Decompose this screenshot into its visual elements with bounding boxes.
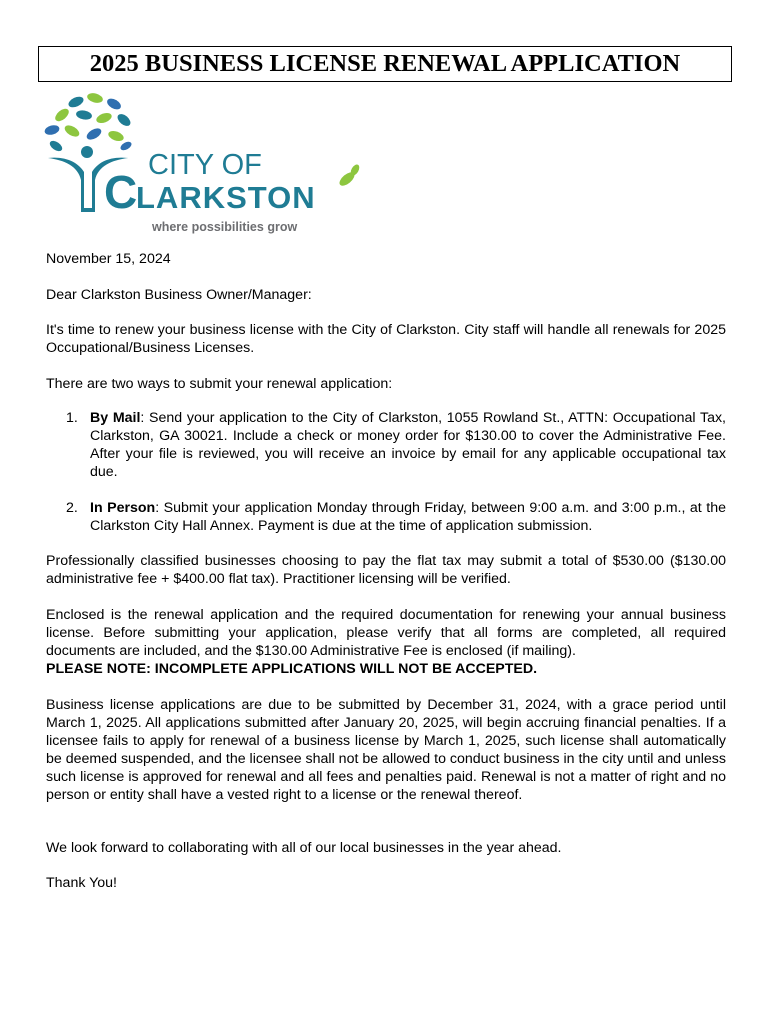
intro-paragraph: It's time to renew your business license with the City of Clarkston. City staff will handle all renewals for 2025 Occupational/Business Licenses. [46, 322, 726, 356]
due-dates-paragraph: Business license applications are due to be submitted by December 31, 2024, with a grace period until March 1, 2025. All applications submitted after January 20, 2025, will begin accruing financial penalties. If a licensee fails to apply for renewal of a business license by March 1, 2025, such license shall automatically be deemed suspended, and the licensee shall not be allowed to conduct business in the city until and unless such license is approved for renewal and all fees and penalties paid. Renewal is not a matter of right and no person or entity shall have a vested right to a license or the renewal thereof. [46, 697, 726, 803]
method-label: In Person [90, 500, 156, 516]
city-of-clarkston-logo [40, 88, 370, 238]
list-number: 1. [66, 410, 78, 426]
closing-paragraph: We look forward to collaborating with all of our local businesses in the year ahead. [46, 840, 562, 856]
submission-ways-intro: There are two ways to submit your renewal application: [46, 376, 393, 392]
enclosed-paragraph [46, 606, 726, 678]
list-number: 2. [66, 500, 78, 516]
sign-off: Thank You! [46, 875, 117, 891]
incomplete-warning-text: PLEASE NOTE: INCOMPLETE APPLICATIONS WILL NOT BE ACCEPTED. [46, 661, 538, 677]
method-label: By Mail [90, 410, 141, 426]
logo-tagline: where possibilities grow [152, 220, 298, 234]
logo-line-city-of: CITY OF [148, 149, 262, 181]
method-text: : Submit your application Monday through Friday, between 9:00 a.m. and 3:00 p.m., at the Clarkston City Hall Annex. Payment is due at the time of application submission. [90, 500, 726, 534]
enclosed-text: Enclosed is the renewal application and the required documentation for renewing your annual business license. Before submitting your application, please verify that all forms are completed, all required documents are included, and the $130.00 Administrative Fee is enclosed (if mailing). [46, 607, 726, 659]
letter-date: November 15, 2024 [46, 251, 171, 267]
page-title: 2025 BUSINESS LICENSE RENEWAL APPLICATION [38, 46, 732, 82]
flat-tax-paragraph: Professionally classified businesses choosing to pay the flat tax may submit a total of $530.00 ($130.00 administrative fee + $400.00 flat tax). Practitioner licensing will be verified. [46, 553, 726, 587]
letter-greeting: Dear Clarkston Business Owner/Manager: [46, 287, 312, 303]
method-by-mail [66, 409, 726, 481]
logo-line-clarkston: LARKSTON [136, 180, 316, 215]
method-in-person [66, 499, 726, 535]
incomplete-warning [46, 660, 726, 678]
method-text: : Send your application to the City of Clarkston, 1055 Rowland St., ATTN: Occupational Tax, Clarkston, GA 30021. Include a check or money order for $130.00 to cover the Administrative Fee. After your file is reviewed, you will receive an invoice by email for any applicable occupational tax due. [90, 410, 727, 480]
logo-initial-c: C [104, 166, 138, 218]
